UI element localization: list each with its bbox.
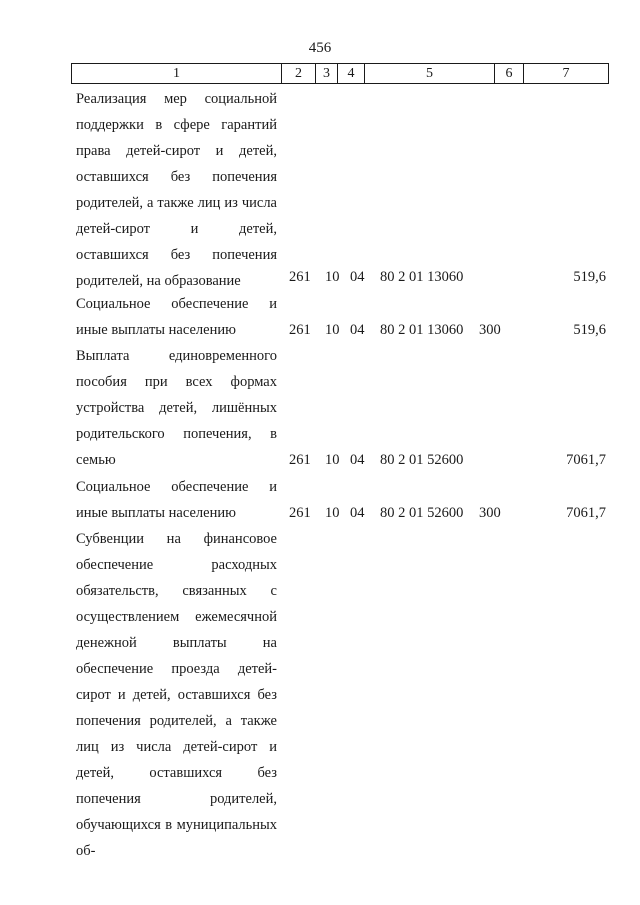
row-3-col-5: 80 2 01 52600: [380, 452, 464, 468]
row-2-col-6: 300: [479, 322, 501, 338]
row-5-description: Субвенции на финансовое обеспечение расходных обязательств, связанных с осуществлением ежемесячной денежной выплаты на обеспечение проезда детей-сирот и детей, оставшихся без попечения родителей, а также лиц из числа детей-сирот и детей, оставшихся без попечения родителей, обучающихся в муниципальных об-: [76, 531, 277, 859]
row-4-description: Социальное обеспечение и иные выплаты населению: [76, 479, 277, 521]
row-1-col-3: 10: [325, 269, 340, 285]
row-2-description: Социальное обеспечение и иные выплаты населению: [76, 296, 277, 338]
row-3-col-7: 7061,7: [566, 452, 606, 468]
row-1-col-5: 80 2 01 13060: [380, 269, 464, 285]
row-1-description: Реализация мер социальной поддержки в сфере гарантий права детей-сирот и детей, оставшихся без попечения родителей, а также лиц из числа детей-сирот и детей, оставшихся без попечения родителей, на образование: [76, 91, 277, 289]
row-2-col-5: 80 2 01 13060: [380, 322, 464, 338]
column-header-row: [72, 64, 609, 84]
row-3-col-4: 04: [350, 452, 365, 468]
column-header-2: 2: [282, 64, 316, 84]
column-header-1: 1: [72, 64, 282, 84]
row-2-col-7: 519,6: [573, 322, 606, 338]
page-number: 456: [308, 40, 332, 56]
column-header-3: 3: [316, 64, 338, 84]
row-2-col-3: 10: [325, 322, 340, 338]
column-header-5: 5: [365, 64, 495, 84]
row-4-col-7: 7061,7: [566, 505, 606, 521]
row-4-col-2: 261: [289, 505, 311, 521]
column-header-6: 6: [495, 64, 524, 84]
row-3-col-3: 10: [325, 452, 340, 468]
column-header-4: 4: [338, 64, 365, 84]
row-2-col-2: 261: [289, 322, 311, 338]
row-3-col-2: 261: [289, 452, 311, 468]
row-4-col-5: 80 2 01 52600: [380, 505, 464, 521]
row-3-description: Выплата единовременного пособия при всех формах устройства детей, лишённых родительского попечения, в семью: [76, 348, 277, 468]
column-header-7: 7: [524, 64, 609, 84]
row-4-col-6: 300: [479, 505, 501, 521]
row-1-col-2: 261: [289, 269, 311, 285]
row-4-col-3: 10: [325, 505, 340, 521]
row-1-col-7: 519,6: [573, 269, 606, 285]
column-header-table: [71, 63, 609, 84]
row-1-col-4: 04: [350, 269, 365, 285]
row-2-col-4: 04: [350, 322, 365, 338]
row-4-col-4: 04: [350, 505, 365, 521]
